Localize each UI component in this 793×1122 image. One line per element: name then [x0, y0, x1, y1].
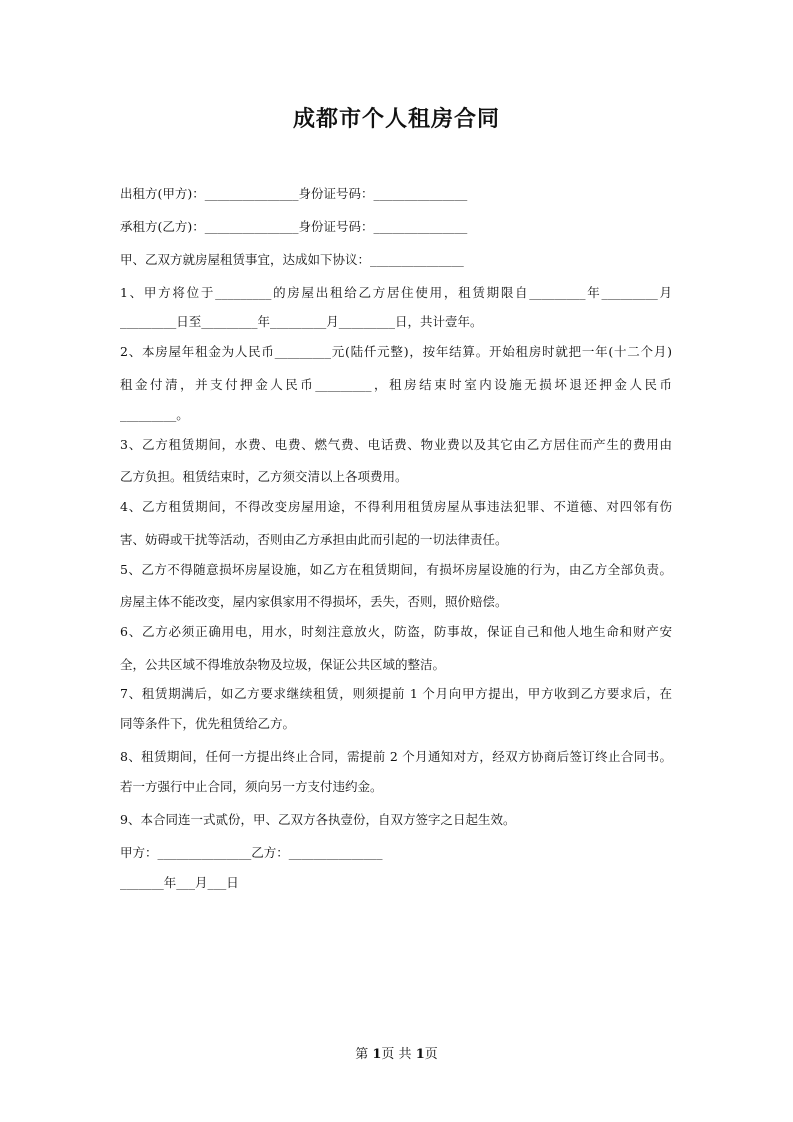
footer-mid: 页 共: [381, 1047, 416, 1062]
contract-line: 全，公共区域不得堆放杂物及垃圾，保证公共区域的整洁。: [120, 657, 446, 672]
footer-suffix: 页: [424, 1047, 438, 1062]
contract-line: 1、甲方将位于_________的房屋出租给乙方居住使用，租赁期限自_________年_________月: [120, 285, 672, 300]
contract-line: 9、本合同连一式贰份，甲、乙双方各执壹份，自双方签字之日起生效。: [120, 812, 516, 827]
contract-line: 乙方负担。租赁结束时，乙方须交清以上各项费用。: [120, 469, 408, 484]
contract-line: 4、乙方租赁期间，不得改变房屋用途，不得利用租赁房屋从事违法犯罪、不道德、对四邻有伤: [120, 499, 672, 514]
contract-line: 甲方：_______________乙方：_______________: [120, 845, 383, 860]
contract-line: 同等条件下，优先租赁给乙方。: [120, 716, 296, 731]
page-footer: [0, 1043, 793, 1062]
contract-line: _________。: [120, 407, 189, 422]
contract-line: 7、租赁期满后，如乙方要求继续租赁，则须提前 1 个月向甲方提出，甲方收到乙方要求后，在: [120, 686, 672, 701]
contract-line: 承租方(乙方)：_______________身份证号码：_______________: [120, 219, 468, 234]
document-title: 成都市个人租房合同: [292, 106, 500, 132]
contract-line: 出租方(甲方)：_______________身份证号码：_______________: [120, 186, 468, 201]
page-number: 1: [372, 1047, 382, 1062]
contract-line: 6、乙方必须正确用电，用水，时刻注意放火，防盗，防事故，保证自己和他人地生命和财产安: [120, 624, 672, 639]
page-total: 1: [415, 1047, 425, 1062]
contract-line: 租金付清，并支付押金人民币_________，租房结束时室内设施无损坏退还押金人民币: [120, 377, 672, 392]
contract-line: 8、租赁期间，任何一方提出终止合同，需提前 2 个月通知对方，经双方协商后签订终止合同书。: [120, 749, 672, 764]
contract-line: 害、妨碍或干扰等活动，否则由乙方承担由此而引起的一切法律责任。: [120, 532, 508, 547]
contract-line: 若一方强行中止合同，须向另一方支付违约金。: [120, 779, 383, 794]
footer-prefix: 第: [355, 1047, 373, 1062]
contract-line: 3、乙方租赁期间，水费、电费、燃气费、电话费、物业费以及其它由乙方居住而产生的费用由: [120, 437, 672, 452]
contract-line: _______年___月___日: [120, 875, 239, 890]
contract-line: 2、本房屋年租金为人民币_________元(陆仟元整)，按年结算。开始租房时就把一年(十二个月): [120, 344, 672, 359]
contract-line: 甲、乙双方就房屋租赁事宜，达成如下协议：_______________: [120, 252, 464, 267]
contract-line: 房屋主体不能改变，屋内家俱家用不得损坏，丢失，否则，照价赔偿。: [120, 594, 508, 609]
contract-line: 5、乙方不得随意损坏房屋设施，如乙方在租赁期间，有损坏房屋设施的行为，由乙方全部负责。: [120, 562, 672, 577]
contract-line: _________日至_________年_________月_________日，共计壹年。: [120, 314, 483, 329]
